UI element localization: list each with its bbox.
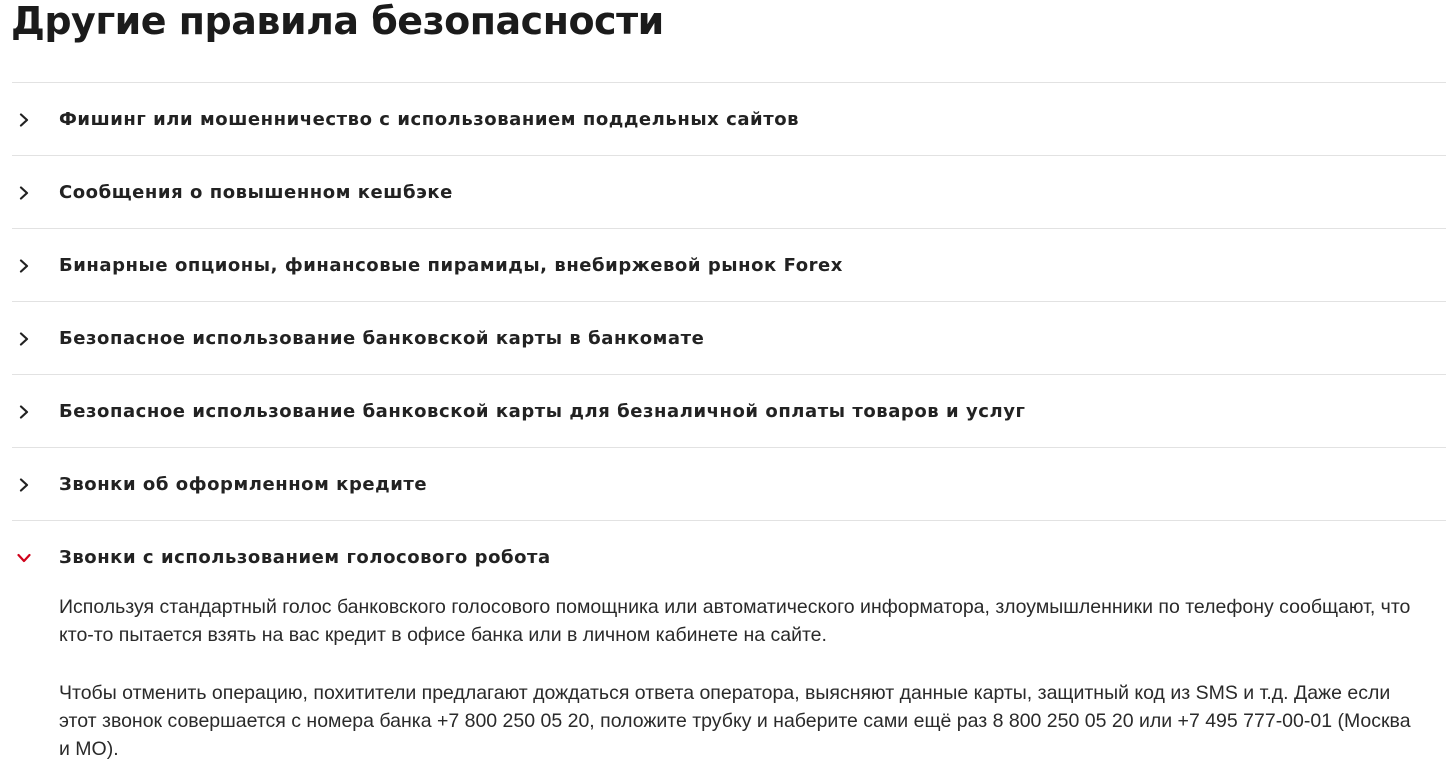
chevron-down-icon xyxy=(17,551,31,565)
accordion-title: Сообщения о повышенном кешбэке xyxy=(59,182,453,203)
accordion-title: Бинарные опционы, финансовые пирамиды, внебиржевой рынок Forex xyxy=(59,255,843,276)
accordion-item xyxy=(12,83,1446,156)
chevron-right-icon xyxy=(17,186,31,200)
accordion-header-voice-robot[interactable] xyxy=(12,521,1446,593)
accordion-header-phishing[interactable] xyxy=(12,83,1446,155)
accordion-paragraph: Чтобы отменить операцию, похитители предлагают дождаться ответа оператора, выясняют данные карты, защитный код из SMS и т.д. Даже если этот звонок совершается с номера банка +7 800 250 05 20, положите трубку и наберите сами ещё раз 8 800 250 05 20 или +7 495 777-00-01 (Москва и МО). xyxy=(59,682,1411,760)
accordion-header-cashless-payment[interactable] xyxy=(12,375,1446,447)
accordion-title: Фишинг или мошенничество с использованием поддельных сайтов xyxy=(59,109,800,130)
page-title: Другие правила безопасности xyxy=(11,0,664,43)
accordion-item xyxy=(12,229,1446,302)
chevron-right-icon xyxy=(17,332,31,346)
accordion-paragraph: Используя стандартный голос банковского голосового помощника или автоматического информатора, злоумышленники по телефону сообщают, что кто-то пытается взять на вас кредит в офисе банка или в личном кабинете на сайте. xyxy=(59,596,1411,646)
accordion-title: Безопасное использование банковской карты для безналичной оплаты товаров и услуг xyxy=(59,401,1026,422)
chevron-right-icon xyxy=(17,113,31,127)
chevron-right-icon xyxy=(17,478,31,492)
accordion-header-atm-safety[interactable] xyxy=(12,302,1446,374)
accordion-item xyxy=(12,448,1446,521)
accordion-item xyxy=(12,156,1446,229)
security-rules-accordion xyxy=(12,82,1446,763)
accordion-item-expanded xyxy=(12,521,1446,763)
accordion-title: Звонки с использованием голосового робота xyxy=(59,547,551,568)
accordion-title: Звонки об оформленном кредите xyxy=(59,474,428,495)
accordion-title: Безопасное использование банковской карты в банкомате xyxy=(59,328,705,349)
chevron-right-icon xyxy=(17,259,31,273)
accordion-header-credit-calls[interactable] xyxy=(12,448,1446,520)
accordion-header-binary-options[interactable] xyxy=(12,229,1446,301)
chevron-right-icon xyxy=(17,405,31,419)
accordion-item xyxy=(12,302,1446,375)
accordion-header-cashback[interactable] xyxy=(12,156,1446,228)
accordion-content xyxy=(12,593,1446,763)
accordion-item xyxy=(12,375,1446,448)
